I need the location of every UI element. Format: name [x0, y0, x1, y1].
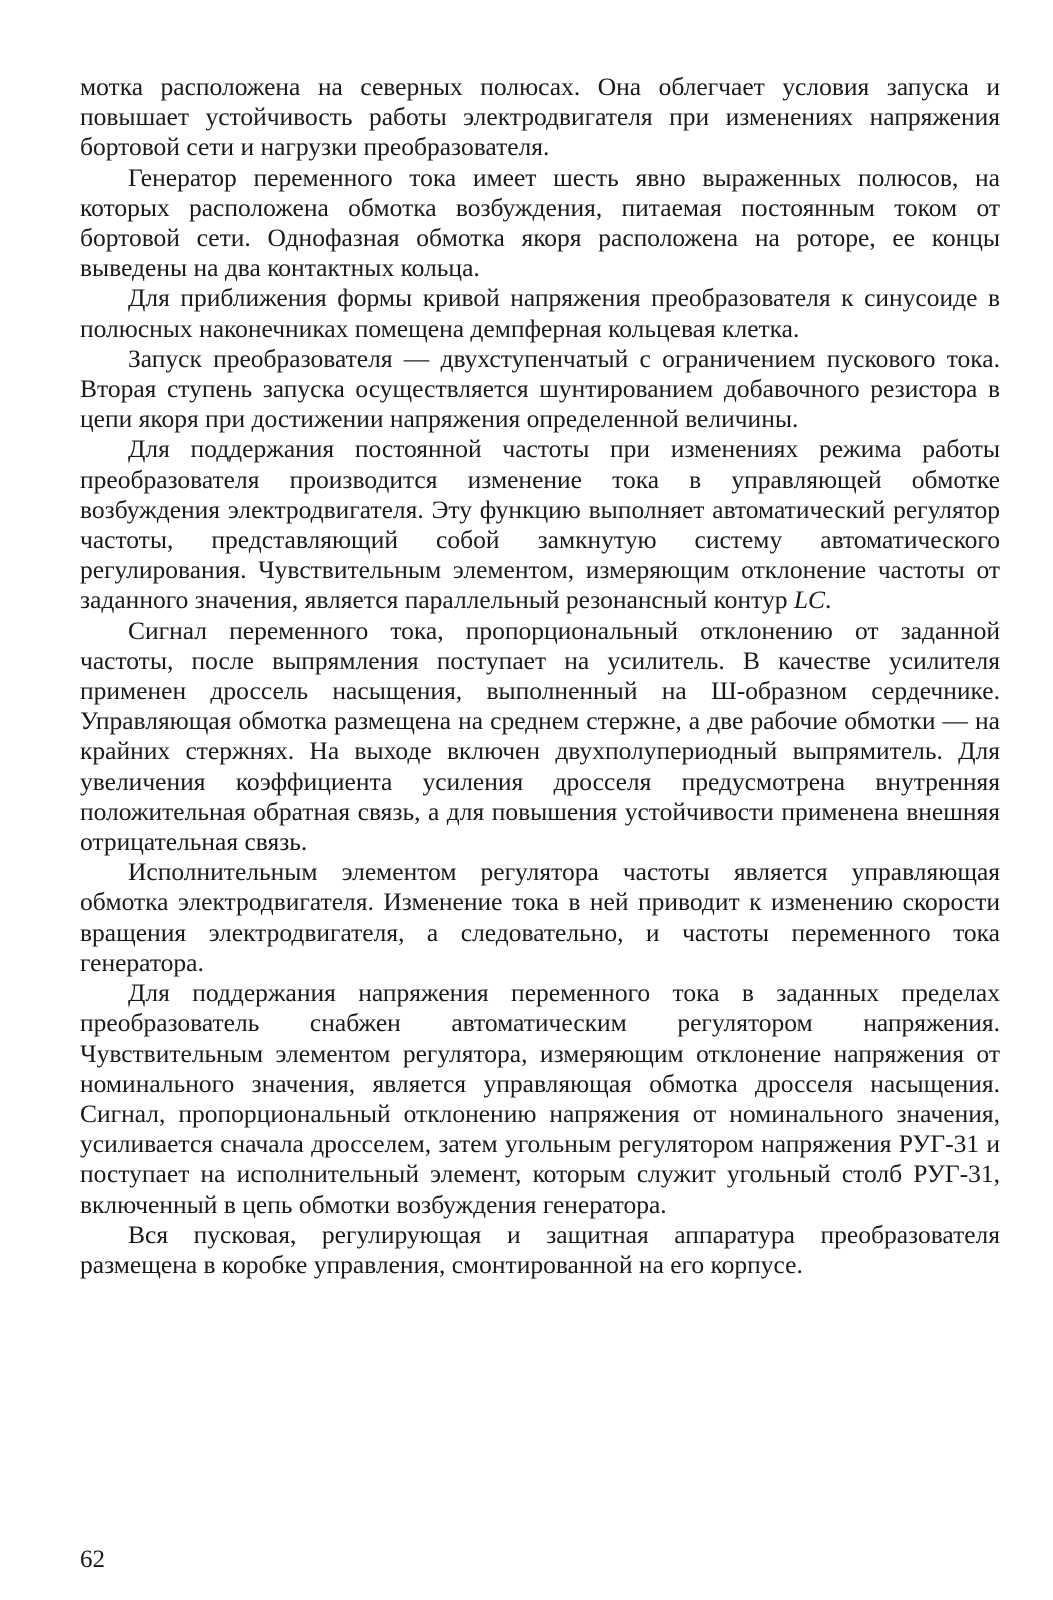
paragraph-3: Для приближения формы кривой напряжения преобразователя к синусоиде в полюсных наконечниках помещена демпферная кольцевая клетка. — [80, 283, 1000, 343]
paragraph-2: Генератор переменного тока имеет шесть явно выраженных полюсов, на которых расположена обмотка возбуждения, питаемая постоянным током от бортовой сети. Однофазная обмотка якоря расположена на роторе, ее концы выведены на два контактных кольца. — [80, 162, 1000, 283]
page-number: 62 — [80, 1546, 105, 1573]
paragraph-7: Исполнительным элементом регулятора частоты является управляющая обмотка электродвигателя. Изменение тока в ней приводит к изменению скорости вращения электродвигателя, а следовательно, и частоты переменного тока генератора. — [80, 857, 1000, 977]
paragraph-6: Сигнал переменного тока, пропорциональный отклонению от заданной частоты, после выпрямления поступает на усилитель. В качестве усилителя применен дроссель насыщения, выполненный на Ш-образном сердечнике. Управляющая обмотка размещена на среднем стержне, а две рабочие обмотки — на крайних стержнях. На выходе включен двухполупериодный выпрямитель. Для увеличения коэффициента усиления дросселя предусмотрена внутренняя положительная обратная связь, а для повышения устойчивости применена внешняя отрицательная связь. — [80, 615, 1000, 857]
paragraph-5: Для поддержания постоянной частоты при изменениях режима работы преобразователя производится изменение тока в управляющей обмотке возбуждения электродвигателя. Эту функцию выполняет автоматический регулятор частоты, представляющий собой замкнутую систему автоматического регулирования. Чувствительным элементом, измеряющим отклонение частоты от заданного значения, является параллельный резонансный контур LC. — [80, 434, 1000, 615]
paragraph-9: Вся пусковая, регулирующая и защитная аппаратура преобразователя размещена в коробке управления, смонтированной на его корпусе. — [80, 1219, 1000, 1279]
paragraph-8: Для поддержания напряжения переменного тока в заданных пределах преобразователь снабжен автоматическим регулятором напряжения. Чувствительным элементом регулятора, измеряющим отклонение напряжения от номинального значения, является управляющая обмотка дросселя насыщения. Сигнал, пропорциональный отклонению напряжения от номинального значения, усиливается сначала дросселем, затем угольным регулятором напряжения РУГ-31 и поступает на исполнительный элемент, которым служит угольный столб РУГ-31, включенный в цепь обмотки возбуждения генератора. — [80, 978, 1000, 1219]
paragraph-4: Запуск преобразователя — двухступенчатый с ограничением пускового тока. Вторая ступень запуска осуществляется шунтированием добавочного резистора в цепи якоря при достижении напряжения определенной величины. — [80, 343, 1000, 434]
paragraph-1: мотка расположена на северных полюсах. Она облегчает условия запуска и повышает устойчивость работы электродвигателя при изменениях напряжения бортовой сети и нагрузки преобразователя. — [80, 72, 1000, 162]
lc-circuit-symbol: LC — [793, 585, 826, 615]
page-text — [80, 72, 1000, 1280]
